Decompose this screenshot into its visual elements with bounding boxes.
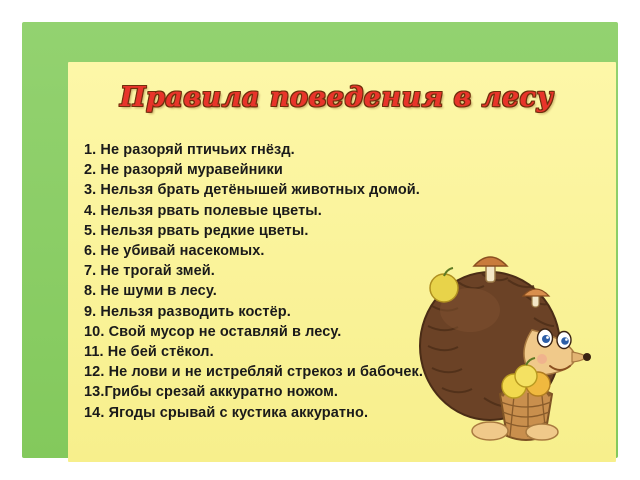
list-item: 6. Не убивай насекомых.: [84, 243, 265, 260]
list-item: 12. Не лови и не истребляй стрекоз и бабочек.: [84, 364, 424, 381]
list-item: 7. Не трогай змей.: [84, 263, 215, 280]
list-item: 5. Нельзя рвать редкие цветы.: [84, 222, 309, 239]
list-item: 14. Ягоды срывай с кустика аккуратно.: [84, 404, 369, 421]
hedgehog-illustration: [382, 226, 612, 456]
green-border-frame: [22, 22, 618, 458]
list-item: 4. Нельзя рвать полевые цветы.: [84, 202, 322, 219]
list-item: 13.Грибы срезай аккуратно ножом.: [84, 384, 339, 401]
page-title: Правила поведения в лесу: [120, 82, 554, 113]
apple-on-back-icon: [430, 268, 458, 302]
list-item: 3. Нельзя брать детёнышей животных домой.: [84, 182, 420, 199]
yellow-content-card: [68, 62, 616, 462]
list-item: 10. Свой мусор не оставляй в лесу.: [84, 323, 342, 340]
list-item: 11. Не бей стёкол.: [84, 344, 214, 361]
list-item: 1. Не разоряй птичьих гнёзд.: [84, 142, 295, 158]
list-item: 9. Нельзя разводить костёр.: [84, 303, 291, 320]
list-item: 8. Не шуми в лесу.: [84, 283, 217, 300]
list-item: 2. Не разоряй муравейники: [84, 162, 283, 179]
